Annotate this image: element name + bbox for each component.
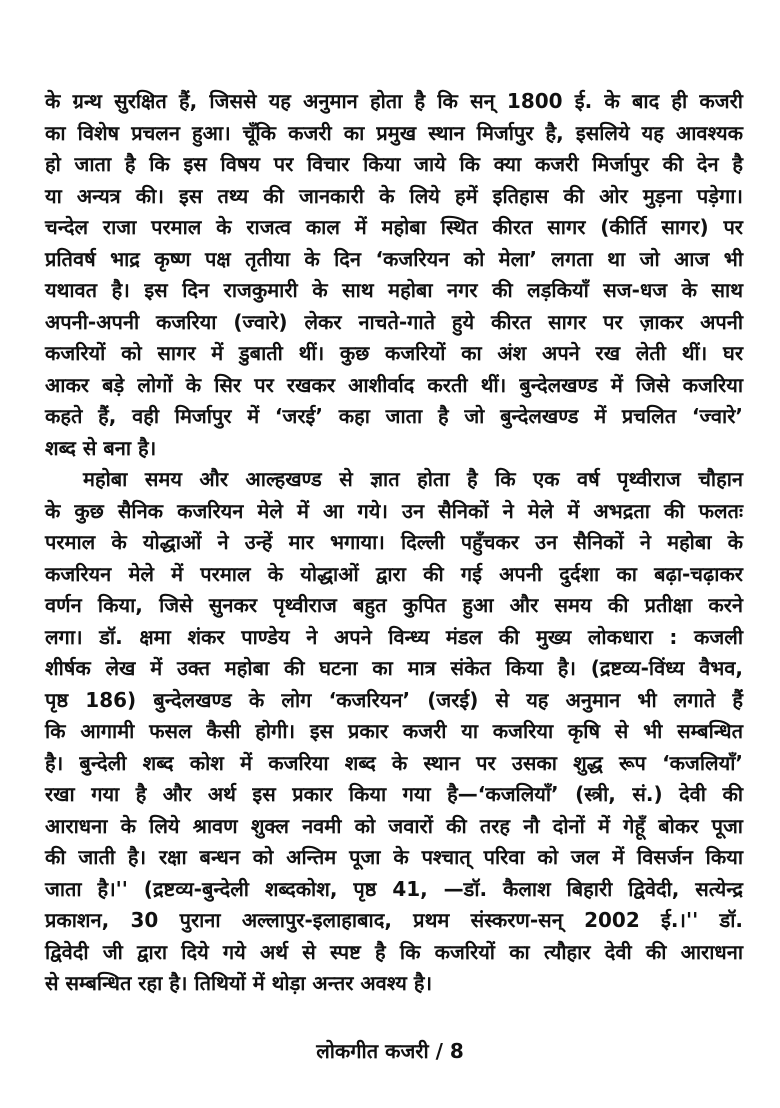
text-line: आराधना के लिये श्रावण शुक्ल नवमी को जवारों की तरह नौ दोनों में गेहूँ बोकर पूजा [45, 813, 743, 838]
text-line: द्विवेदी जी द्वारा दिये गये अर्थ से स्पष्ट है कि कजरियों का त्यौहार देवी की आराधना [45, 939, 743, 964]
text-line: प्रतिवर्ष भाद्र कृष्ण पक्ष तृतीया के दिन ‘कजरियन को मेला’ लगता था जो आज भी [45, 246, 743, 271]
text-line: यथावत है। इस दिन राजकुमारी के साथ महोबा नगर की लड़कियाँ सज-धज के साथ [45, 278, 743, 302]
text-line: महोबा समय और आल्हखण्ड से ज्ञात होता है कि एक वर्ष पृथ्वीराज चौहान [83, 467, 743, 491]
text-line: आकर बड़े लोगों के सिर पर रखकर आशीर्वाद करती थीं। बुन्देलखण्ड में जिसे कजरिया [45, 372, 743, 397]
text-line: अपनी-अपनी कजरिया (ज्वारे) लेकर नाचते-गाते हुये कीरत सागर पर ज़ाकर अपनी [45, 309, 743, 334]
page-body [45, 86, 743, 1000]
text-line: के ग्रन्थ सुरक्षित हैं, जिससे यह अनुमान होता है कि सन् 1800 ई. के बाद ही कजरी [45, 89, 743, 113]
text-line: की जाती है। रक्षा बन्धन को अन्तिम पूजा के पश्चात् परिवा को जल में विसर्जन किया [45, 845, 743, 869]
paragraph [45, 464, 743, 1000]
text-line: प्रकाशन, 30 पुराना अल्लापुर-इलाहाबाद, प्रथम संस्करण-सन् 2002 ई.।'' डॉ. [45, 908, 743, 932]
text-line: कि आगामी फसल कैसी होगी। इस प्रकार कजरी या कजरिया कृषि से भी सम्बन्धित [45, 719, 743, 743]
text-line: से सम्बन्धित रहा है। तिथियों में थोड़ा अन्तर अवश्य है। [45, 971, 433, 995]
text-line: कजरियन मेले में परमाल के योद्धाओं द्वारा की गई अपनी दुर्दशा का बढ़ा-चढ़ाकर [45, 561, 743, 586]
text-line: कहते हैं, वही मिर्जापुर में ‘जरई’ कहा जाता है जो बुन्देलखण्ड में प्रचलित ‘ज्वारे’ [45, 404, 743, 428]
text-line: का विशेष प्रचलन हुआ। चूँकि कजरी का प्रमुख स्थान मिर्जापुर है, इसलिये यह आवश्यक [45, 120, 743, 145]
paragraph [45, 86, 743, 464]
page-footer: लोकगीत कजरी / 8 [316, 1039, 464, 1063]
text-line: चन्देल राजा परमाल के राजत्व काल में महोबा स्थित कीरत सागर (कीर्ति सागर) पर [45, 215, 743, 239]
text-line: रखा गया है और अर्थ इस प्रकार किया गया है—‘कजलियाँ’ (स्त्री, सं.) देवी की [45, 782, 743, 806]
text-line: शीर्षक लेख में उक्त महोबा की घटना का मात्र संकेत किया है। (द्रष्टव्य-विंध्य वैभव, [45, 656, 743, 680]
text-line: परमाल के योद्धाओं ने उन्हें मार भगाया। दिल्ली पहुँचकर उन सैनिकों ने महोबा के [45, 530, 743, 554]
text-line: हो जाता है कि इस विषय पर विचार किया जाये कि क्या कजरी मिर्जापुर की देन है [45, 152, 743, 176]
text-line: पृष्ठ 186) बुन्देलखण्ड के लोग ‘कजरियन’ (जरई) से यह अनुमान भी लगाते हैं [45, 687, 743, 712]
text-line: शब्द से बना है। [45, 435, 157, 460]
text-line: है। बुन्देली शब्द कोश में कजरिया शब्द के स्थान पर उसका शुद्ध रूप ‘कजलियाँ’ [45, 750, 743, 775]
text-line: या अन्यत्र की। इस तथ्य की जानकारी के लिये हमें इतिहास की ओर मुड़ना पड़ेगा। [45, 183, 743, 208]
text-line: के कुछ सैनिक कजरियन मेले में आ गये। उन सैनिकों ने मेले में अभद्रता की फलतः [45, 498, 743, 523]
text-line: लगा। डॉ. क्षमा शंकर पाण्डेय ने अपने विन्ध्य मंडल की मुख्य लोकधारा : कजली [45, 624, 743, 649]
text-line: कजरियों को सागर में डुबाती थीं। कुछ कजरियों का अंश अपने रख लेती थीं। घर [45, 341, 743, 365]
text-line: जाता है।'' (द्रष्टव्य-बुन्देली शब्दकोश, पृष्ठ 41, —डॉ. कैलाश बिहारी द्विवेदी, सत्येन्द्र [45, 876, 743, 901]
text-line: वर्णन किया, जिसे सुनकर पृथ्वीराज बहुत कुपित हुआ और समय की प्रतीक्षा करने [45, 593, 743, 617]
